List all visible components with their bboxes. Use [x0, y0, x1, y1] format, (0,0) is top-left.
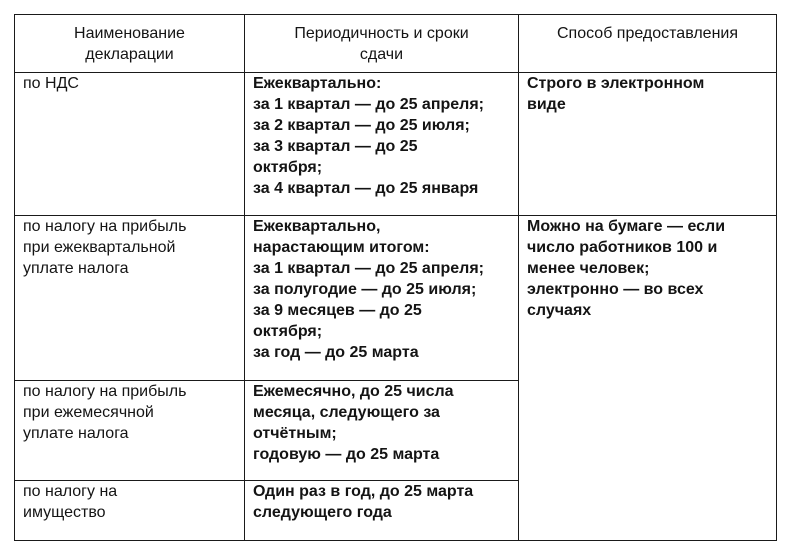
- cell-text: за год — до 25 марта: [253, 344, 419, 361]
- cell-text: октября;: [253, 323, 323, 340]
- header-text: сдачи: [359, 46, 404, 63]
- cell-text: за 2 квартал — до 25 июля;: [253, 117, 470, 134]
- cell-text: виде: [527, 96, 566, 113]
- cell-submission-method: [519, 216, 777, 541]
- cell-periodicity: [245, 481, 519, 541]
- declarations-table: [14, 14, 777, 541]
- table-row: [15, 73, 777, 216]
- cell-periodicity: [245, 73, 519, 216]
- cell-declaration-name: [15, 73, 245, 216]
- cell-text: при ежеквартальной: [23, 239, 176, 256]
- header-text: Периодичность и сроки: [294, 25, 469, 42]
- cell-text: Строго в электронном: [527, 75, 705, 92]
- cell-text: за 1 квартал — до 25 апреля;: [253, 96, 484, 113]
- cell-text: электронно — во всех: [527, 281, 704, 298]
- table-row: [15, 216, 777, 381]
- header-text: декларации: [85, 46, 174, 63]
- cell-text: Можно на бумаге — если: [527, 218, 726, 235]
- cell-text: по налогу на прибыль: [23, 383, 187, 400]
- cell-text: по НДС: [23, 75, 79, 92]
- cell-declaration-name: [15, 381, 245, 481]
- cell-periodicity: [245, 216, 519, 381]
- cell-text: по налогу на: [23, 483, 118, 500]
- cell-text: отчётным;: [253, 425, 337, 442]
- header-text: Наименование: [74, 25, 185, 42]
- cell-text: месяца, следующего за: [253, 404, 440, 421]
- cell-text: следующего года: [253, 504, 392, 521]
- cell-text: имущество: [23, 504, 106, 521]
- header-submission-method: [519, 15, 777, 73]
- cell-text: при ежемесячной: [23, 404, 154, 421]
- cell-submission-method: [519, 73, 777, 216]
- cell-text: менее человек;: [527, 260, 650, 277]
- cell-text: годовую — до 25 марта: [253, 446, 440, 463]
- cell-text: за 9 месяцев — до 25: [253, 302, 422, 319]
- cell-text: случаях: [527, 302, 592, 319]
- cell-text: нарастающим итогом:: [253, 239, 430, 256]
- cell-declaration-name: [15, 481, 245, 541]
- cell-text: за полугодие — до 25 июля;: [253, 281, 477, 298]
- cell-text: за 3 квартал — до 25: [253, 138, 418, 155]
- cell-text: октября;: [253, 159, 323, 176]
- cell-periodicity: [245, 381, 519, 481]
- cell-declaration-name: [15, 216, 245, 381]
- table-header-row: [15, 15, 777, 73]
- cell-text: число работников 100 и: [527, 239, 718, 256]
- header-text: Способ предоставления: [557, 25, 738, 42]
- cell-text: Ежемесячно, до 25 числа: [253, 383, 454, 400]
- cell-text: Один раз в год, до 25 марта: [253, 483, 474, 500]
- cell-text: за 4 квартал — до 25 января: [253, 180, 479, 197]
- header-periodicity: [245, 15, 519, 73]
- cell-text: по налогу на прибыль: [23, 218, 187, 235]
- cell-text: уплате налога: [23, 425, 129, 442]
- cell-text: Ежеквартально:: [253, 75, 382, 92]
- header-declaration-name: [15, 15, 245, 73]
- cell-text: уплате налога: [23, 260, 129, 277]
- cell-text: Ежеквартально,: [253, 218, 381, 235]
- cell-text: за 1 квартал — до 25 апреля;: [253, 260, 484, 277]
